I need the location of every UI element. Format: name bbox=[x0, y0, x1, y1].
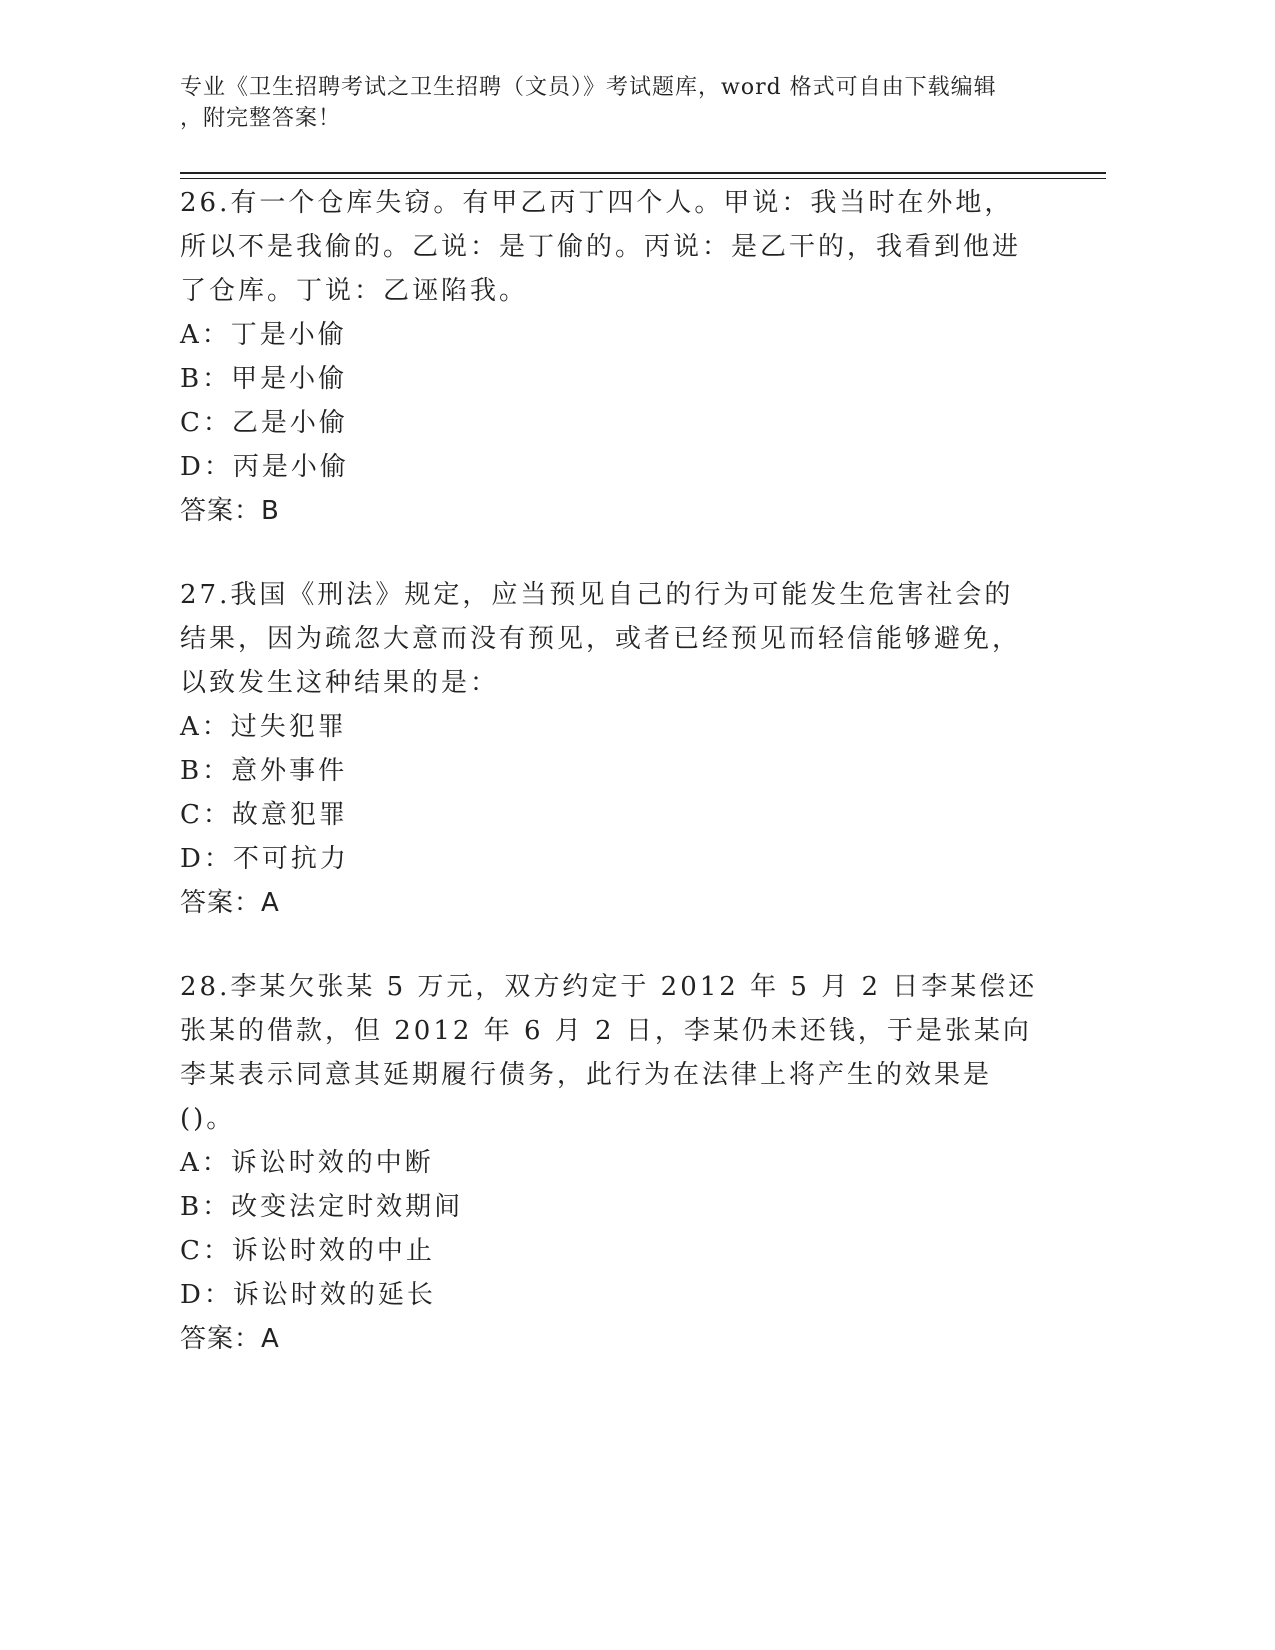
answer: 答案：B bbox=[180, 496, 280, 526]
option-b: B：改变法定时效期间 bbox=[180, 1192, 464, 1222]
answer: 答案：A bbox=[180, 1324, 280, 1354]
question-27 bbox=[180, 573, 1040, 925]
option-a: A：过失犯罪 bbox=[180, 712, 347, 742]
option-a: A：丁是小偷 bbox=[180, 320, 347, 350]
header-divider-thick bbox=[180, 172, 1106, 174]
option-c: C：诉讼时效的中止 bbox=[180, 1236, 435, 1266]
document-header: 专业《卫生招聘考试之卫生招聘（文员）》考试题库，word 格式可自由下载编辑 ，附完整答案！ bbox=[180, 75, 997, 131]
option-d: D：丙是小偷 bbox=[180, 452, 349, 482]
header-divider-thin bbox=[180, 178, 1106, 179]
question-26 bbox=[180, 181, 1040, 533]
question-stem: 28.李某欠张某 5 万元，双方约定于 2012 年 5 月 2 日李某偿还张某的借款，但 2012 年 6 月 2 日，李某仍未还钱，于是张某向李某表示同意其延期履行债务，此行为在法律上将产生的效果是()。 bbox=[180, 972, 1038, 1134]
option-d: D：不可抗力 bbox=[180, 844, 349, 874]
option-c: C：故意犯罪 bbox=[180, 800, 348, 830]
question-28 bbox=[180, 965, 1040, 1361]
option-a: A：诉讼时效的中断 bbox=[180, 1148, 434, 1178]
question-stem: 26.有一个仓库失窃。有甲乙丙丁四个人。甲说：我当时在外地，所以不是我偷的。乙说：是丁偷的。丙说：是乙干的，我看到他进了仓库。丁说：乙诬陷我。 bbox=[180, 188, 1022, 306]
question-stem: 27.我国《刑法》规定，应当预见自己的行为可能发生危害社会的结果，因为疏忽大意而没有预见，或者已经预见而轻信能够避免，以致发生这种结果的是： bbox=[180, 580, 1022, 698]
option-b: B：意外事件 bbox=[180, 756, 348, 786]
answer: 答案：A bbox=[180, 888, 280, 918]
option-d: D：诉讼时效的延长 bbox=[180, 1280, 436, 1310]
option-b: B：甲是小偷 bbox=[180, 364, 348, 394]
option-c: C：乙是小偷 bbox=[180, 408, 348, 438]
